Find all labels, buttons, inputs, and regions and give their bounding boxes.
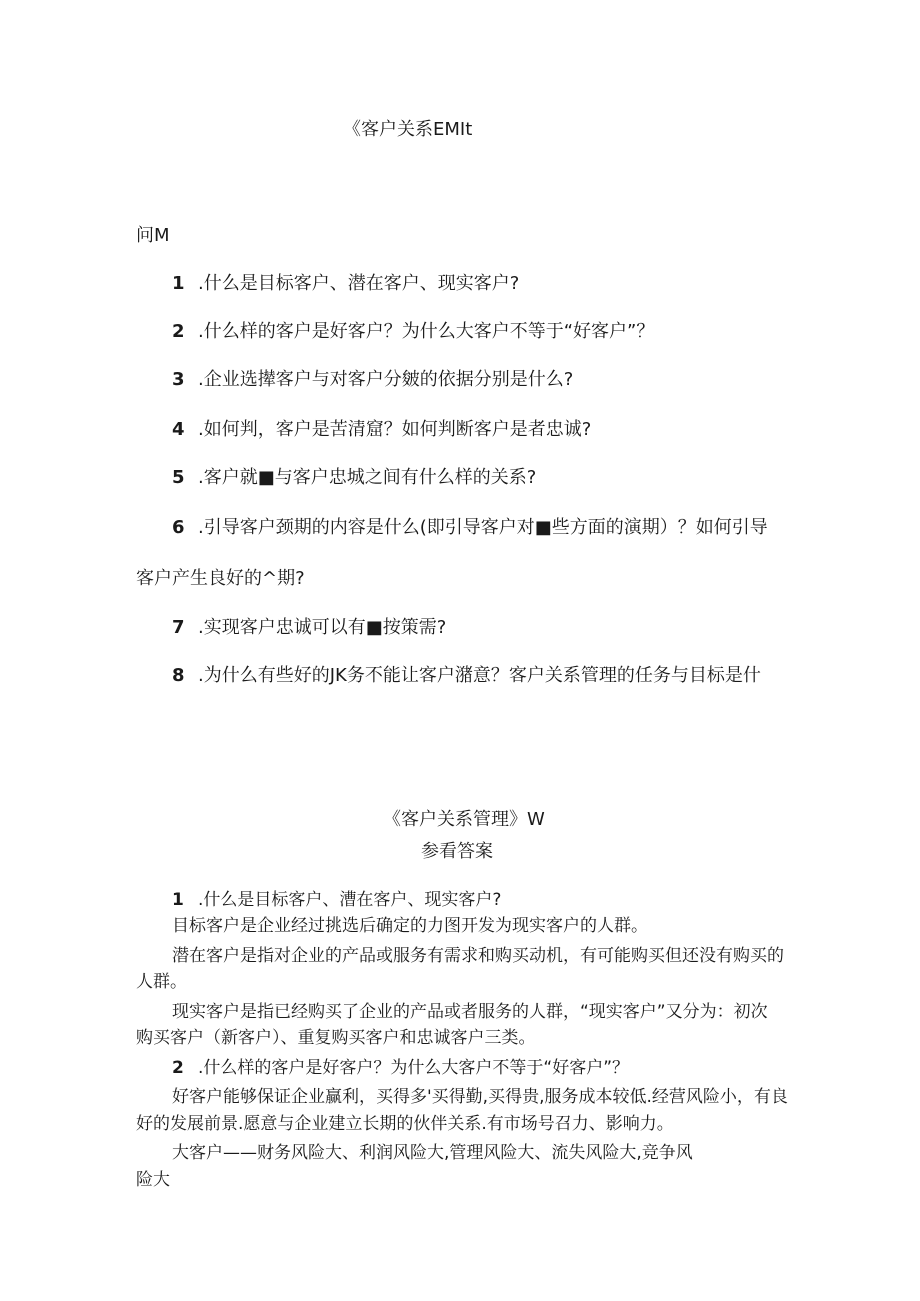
question-text: .企业选撵客户与对客户分皴的依据分别是什么? [198, 369, 574, 390]
answer-subtitle: 参看答案 [421, 841, 493, 862]
question-text: .客户就■与客户忠城之间有什么样的关系? [198, 467, 537, 488]
answer-paragraph: 购买客户（新客户）、重复购买客户和忠诚客户三类。 [136, 1028, 536, 1048]
answer-question-2 [172, 1056, 629, 1080]
question-number: 1 [172, 273, 185, 294]
answer-paragraph: 目标客户是企业经过挑选后确定的力图开发为现实客户的人群。 [172, 916, 648, 936]
answer-paragraph: 好的发展前景.愿意与企业建立长期的伙伴关系.有市场号召力、影响力。 [136, 1114, 674, 1134]
question-text: .什么样的客户是好客户？为什么大客户不等于“好客户”？ [198, 321, 655, 342]
question-text: .实现客户忠诚可以有■按策需? [198, 617, 447, 638]
question-text: .什么样的客户是好客户？为什么大客户不等于“好客户”？ [198, 1058, 630, 1078]
question-number: 3 [172, 369, 185, 390]
question-number: 7 [172, 617, 185, 638]
question-text: .如何判，客户是苦清窟？如何判断客户是者忠诚? [198, 419, 592, 440]
answer-paragraph: 人群。 [136, 972, 187, 992]
question-text: .什么是目标客户、漕在客户、现实客户? [198, 890, 502, 910]
answer-question-1 [172, 888, 501, 912]
question-number: 4 [172, 419, 185, 440]
question-number: 6 [172, 517, 185, 538]
answer-paragraph: 大客户——财务风险大、利润风险大,管理风险大、流失风险大,竞争风 [172, 1143, 693, 1163]
question-number: 2 [172, 321, 185, 342]
question-text: .引导客户颈期的内容是什么(即引导客户对■些方面的演期）？如何引导 [198, 517, 768, 538]
doc-title: 《客户关系EMIt [343, 119, 473, 140]
question-number: 5 [172, 467, 185, 488]
question-number: 2 [172, 1058, 184, 1078]
question-6 [172, 516, 768, 540]
question-1 [172, 272, 519, 296]
question-8 [172, 664, 761, 688]
answer-paragraph: 险大 [136, 1170, 170, 1190]
answer-paragraph: 现实客户是指已经购买了企业的产品或者服务的人群，“现实客户”又分为：初次 [172, 1002, 768, 1022]
question-3 [172, 368, 573, 392]
question-2 [172, 320, 654, 344]
section-heading: 问M [136, 225, 170, 246]
question-text: .为什么有些好的JK务不能让客户潴意？客户关系管理的任务与目标是什 [198, 665, 761, 686]
answer-paragraph: 潜在客户是指对企业的产品或服务有需求和购买动机，有可能购买但还没有购买的 [172, 946, 784, 966]
question-text: .什么是目标客户、潜在客户、现实客户? [198, 273, 520, 294]
answer-paragraph: 好客户能够保证企业赢利，买得多'买得勤,买得贵,服务成本较低.经营风险小，有良 [172, 1087, 788, 1107]
question-7 [172, 616, 446, 640]
question-number: 8 [172, 665, 185, 686]
answer-title: 《客户关系管理》W [383, 809, 545, 830]
question-4 [172, 418, 591, 442]
question-6-continuation: 客户产生良好的^期? [136, 568, 305, 589]
question-5 [172, 466, 536, 490]
question-number: 1 [172, 890, 184, 910]
